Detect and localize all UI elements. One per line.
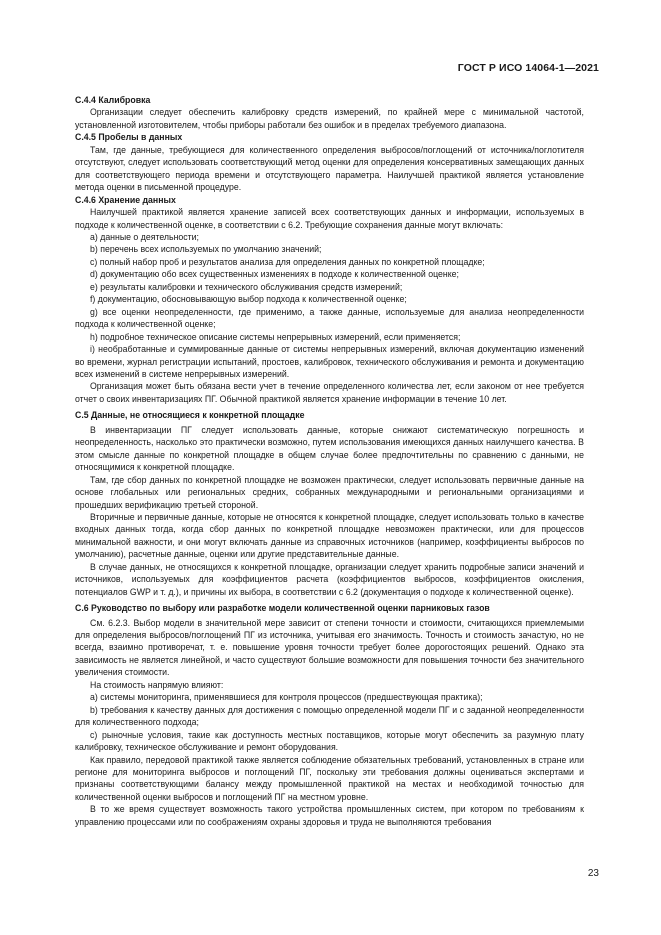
- paragraph: c) рыночные условия, такие как доступность местных поставщиков, которые могут обеспечить за разумную плату калибровку, техническое обслуживание и ремонт оборудования.: [75, 729, 584, 753]
- section-heading: C.6 Руководство по выбору или разработке модели количественной оценки парниковых газов: [75, 603, 490, 614]
- paragraph: g) все оценки неопределенности, где применимо, а также данные, используемые для анализа неопределенности подхода к количественной оценке;: [75, 306, 584, 330]
- paragraph: Как правило, передовой практикой также является соблюдение обязательных требований, установленных в стране или регионе для мониторинга выбросов и поглощений ПГ, поскольку эти требования должны оцениваться экспертами и признаны соответствующими балансу между промышленной практикой на местах и необходимой точностью для количественной оценки выбросов и поглощений ПГ на местном уровне.: [75, 754, 584, 802]
- page-number: 23: [587, 868, 599, 879]
- section-heading: C.4.5 Пробелы в данных: [75, 132, 183, 143]
- page-body: [75, 94, 584, 828]
- paragraph: Там, где данные, требующиеся для количественного определения выбросов/поглощений от источника/поглотителя отсутствуют, следует использовать соответствующий метод оценки для определения консервативных замещающих данных для соответствующего периода времени и отсутствующего параметра. Наилучшей практикой является установление метода оценки в письменной процедуре.: [75, 144, 584, 193]
- section-heading: C.4.4 Калибровка: [75, 95, 151, 105]
- paragraph: a) системы мониторинга, применявшиеся для контроля процессов (предшествующая практика);: [90, 692, 483, 703]
- paragraph: c) полный набор проб и результатов анализа для определения данных по конкретной площадке;: [90, 256, 485, 267]
- paragraph: В инвентаризации ПГ следует использовать данные, которые снижают систематическую погрешность и неопределенность, насколько это практически возможно, путем использования имеющихся данных наилучшего качества. В этом смысле данные по конкретной площадке в общем случае более предпочтительны по сравнению с данными, не относящимися к конкретной площадке.: [75, 424, 584, 473]
- standard-header: ГОСТ Р ИСО 14064-1—2021: [457, 62, 599, 74]
- paragraph: См. 6.2.3. Выбор модели в значительной мере зависит от степени точности и стоимости, считающихся приемлемыми для определения выбросов/поглощений ПГ из источника, учитывая его значимость. Точность и стоимость зачастую, но не всегда, взаимно противоречат, т. е. повышение уровня точности требует более дорогостоящих решений. Однако эта зависимость не является линейной, и часто существуют большие возможности для повышения точности без значительного увеличения стоимости.: [75, 617, 584, 678]
- paragraph: В случае данных, не относящихся к конкретной площадке, организации следует хранить подробные записи значений и источников, используемых для коэффициентов расчета (коэффициентов выбросов, коэффициентов окисления, потенциалов GWP и т. д.), и причины их выбора, в соответствии с 6.2 (документация о подходе к количественной оценке).: [75, 561, 584, 597]
- section-heading: C.4.6 Хранение данных: [75, 194, 176, 205]
- paragraph: Организация может быть обязана вести учет в течение определенного количества лет, если законом от нее требуется отчет о своих инвентаризациях ПГ. Обычной практикой является хранение информации в течение 10 лет.: [75, 381, 584, 404]
- paragraph: Вторичные и первичные данные, которые не относятся к конкретной площадке, следует использовать только в качестве входных данных тогда, когда сбор данных по конкретной площадке невозможен практически, или для процессов минимальной важности, и они могут включать данные из справочных источников (например, коэффициенты выбросов по умолчанию), расчетные данные, оценки или другие представительные данные.: [75, 511, 584, 560]
- paragraph: Организации следует обеспечить калибровку средств измерений, по крайней мере с минимальной частотой, установленной изготовителем, чтобы приборы работали без ошибок и в пределах требуемого диапазона.: [75, 107, 584, 130]
- section-heading: C.5 Данные, не относящиеся к конкретной площадке: [75, 410, 305, 421]
- paragraph: d) документацию обо всех существенных изменениях в подходе к количественной оценке;: [90, 269, 459, 280]
- paragraph: a) данные о деятельности;: [90, 231, 199, 242]
- paragraph: В то же время существует возможность такого устройства промышленных систем, при котором по требованиям к управлению процессами или по соображениям охраны здоровья и труда не выполняются требования: [75, 804, 584, 827]
- paragraph: e) результаты калибровки и технического обслуживания средств измерений;: [90, 281, 403, 292]
- paragraph: Там, где сбор данных по конкретной площадке не возможен практически, следует использовать первичные данные на основе глобальных или региональных средних, собранных международными и региональными организациями и прошедших верификацию третьей стороной.: [75, 474, 584, 510]
- paragraph: b) перечень всех используемых по умолчанию значений;: [90, 244, 322, 255]
- paragraph: b) требования к качеству данных для достижения с помощью определенной модели ПГ и с заданной неопределенности для количественного подхода;: [75, 704, 584, 728]
- paragraph: h) подробное техническое описание системы непрерывных измерений, если применяется;: [90, 331, 461, 342]
- paragraph: Наилучшей практикой является хранение записей всех соответствующих данных и информации, используемых в подходе к количественной оценке, в соответствии с 6.2. Требующие сохранения данные могут включать:: [75, 207, 584, 230]
- paragraph: На стоимость напрямую влияют:: [90, 679, 224, 690]
- paragraph: i) необработанные и суммированные данные от системы непрерывных измерений, включая документацию изменений во времени, журнал регистрации испытаний, простоев, калибровок, технического обслуживания и ремонта и документацию всех изменений в системе непрерывных измерений.: [75, 344, 584, 379]
- paragraph: f) документацию, обосновывающую выбор подхода к количественной оценке;: [90, 294, 407, 305]
